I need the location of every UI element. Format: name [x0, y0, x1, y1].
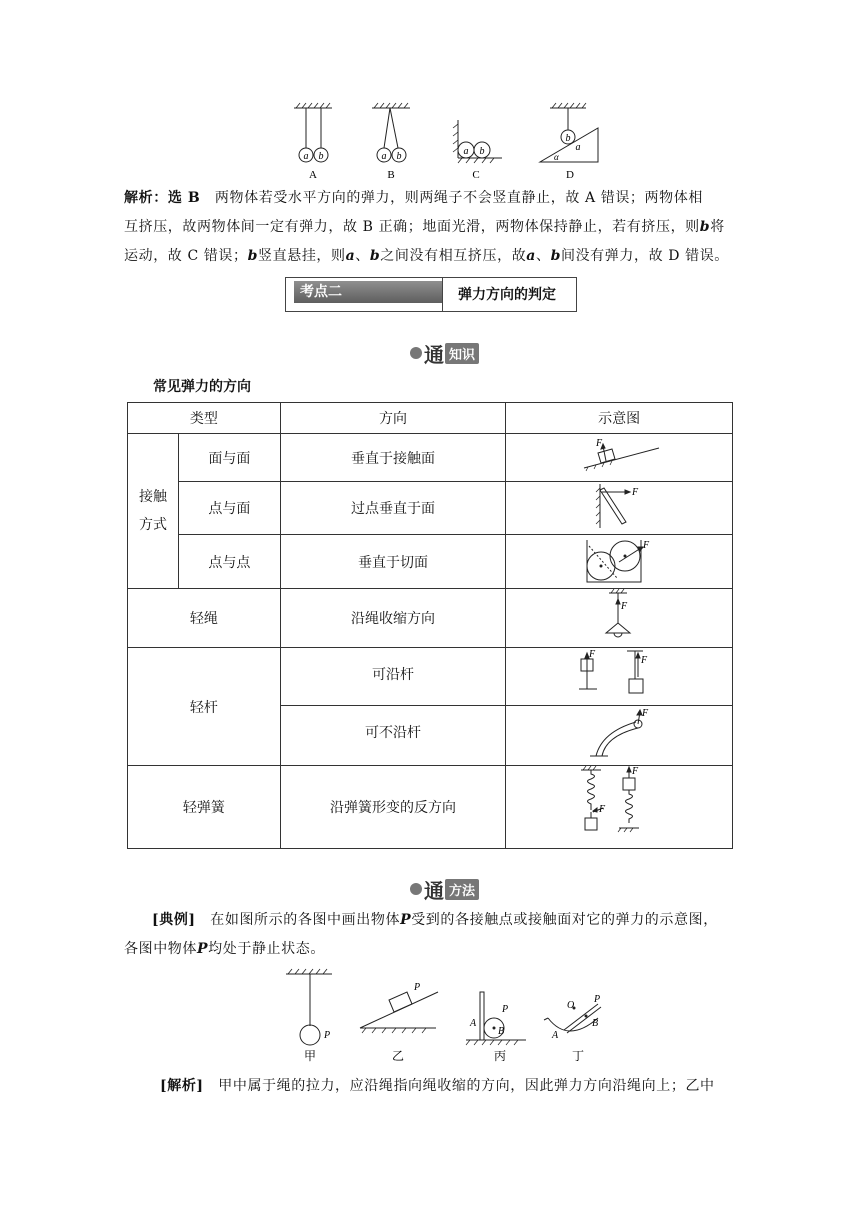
section-method [410, 878, 479, 903]
topic-title: 弹力方向的判定 [458, 287, 556, 303]
row-direction: 沿弹簧形变的反方向 [280, 766, 506, 849]
fig-label-jia: 甲 [303, 1049, 317, 1063]
var-p: P [400, 912, 412, 928]
table-row [128, 589, 733, 648]
var-b: b [369, 248, 381, 264]
force-label: F [641, 654, 648, 666]
force-label: F [621, 601, 628, 612]
row-type: 轻弹簧 [128, 766, 281, 849]
analysis2-text: 甲中属于绳的拉力，应沿绳指向绳收缩的方向，因此弹力方向沿绳向上；乙中 [203, 1078, 715, 1094]
fig-label-ding: 丁 [571, 1049, 585, 1063]
force-label: F [643, 539, 650, 551]
force-label: F [632, 487, 639, 498]
topic-tag: 考点二 [294, 281, 442, 303]
top-fig-ball-b: b [565, 133, 571, 144]
analysis-text: 将 [710, 219, 725, 235]
fig-ding-A: A [552, 1030, 559, 1041]
top-fig-ball-a: a [303, 151, 309, 162]
example-text: 均处于静止状态。 [208, 941, 325, 957]
fig-label-yi: 乙 [391, 1049, 405, 1063]
example-line-2 [124, 935, 744, 964]
section-small-text: 方法 [445, 879, 479, 900]
example-tag: [典例] [152, 912, 196, 928]
table-row [128, 482, 733, 535]
row-sub-type: 面与面 [178, 434, 280, 482]
diagram-cell [506, 706, 733, 766]
analysis-choice: 选 B [167, 190, 201, 206]
top-fig-ball-a: a [575, 142, 581, 153]
contact-group-text: 接触方式 [138, 489, 167, 533]
row-type: 轻杆 [128, 648, 281, 766]
fig-bing-B: B [498, 1026, 505, 1037]
var-p: P [197, 941, 209, 957]
var-b: b [699, 219, 711, 235]
section-big-char: 通 [424, 878, 444, 903]
top-fig-ball-b: b [479, 146, 485, 157]
example-text: 各图中物体 [124, 941, 197, 957]
fig-ding-O: O [567, 1000, 575, 1011]
diagram-cell [506, 766, 733, 849]
rod-along-diagram [579, 649, 659, 701]
diagram-cell [506, 589, 733, 648]
row-type: 轻绳 [128, 589, 281, 648]
fig-jia-P: P [324, 1030, 331, 1041]
row-sub-type: 点与面 [178, 482, 280, 535]
contact-group-label [128, 434, 179, 589]
diagram-cell [506, 434, 733, 482]
point-surface-diagram [584, 482, 654, 530]
rod-not-along-diagram [584, 708, 654, 760]
diagram-cell [506, 648, 733, 706]
force-label: F [632, 766, 639, 777]
section-knowledge [410, 342, 479, 367]
analysis-line-3 [124, 242, 744, 271]
analysis-text: 、 [355, 248, 370, 264]
row-direction: 沿绳收缩方向 [280, 589, 506, 648]
top-fig-label-b: B [387, 169, 395, 181]
var-a: a [526, 248, 536, 264]
var-b: b [247, 248, 259, 264]
fig-bing-A: A [470, 1018, 477, 1029]
fig-ding-P: P [594, 994, 601, 1005]
analysis-line-2 [124, 213, 744, 242]
fig-ding-B: B [592, 1018, 599, 1029]
analysis-paragraph [124, 184, 744, 271]
analysis-line-1 [124, 184, 744, 213]
row-direction: 可不沿杆 [280, 706, 506, 766]
spring-diagram [579, 766, 659, 844]
analysis-text: 运动，故 C 错误； [124, 248, 248, 264]
diagram-cell [506, 535, 733, 589]
top-fig-ball-b: b [318, 151, 324, 162]
row-direction: 过点垂直于面 [280, 482, 506, 535]
rope-lamp-diagram [594, 589, 644, 643]
force-label: F [642, 707, 649, 719]
fig-bing-P: P [502, 1004, 509, 1015]
top-fig-ball-a: a [381, 151, 387, 162]
analysis-text: 两物体若受水平方向的弹力，则两绳子不会竖直静止，故 A 错误；两物体相 [200, 190, 703, 206]
analysis-label: 解析： [124, 190, 168, 206]
top-figure [280, 100, 610, 182]
bubble-icon [410, 347, 422, 359]
header-direction: 方向 [280, 403, 506, 434]
section-small-text: 知识 [445, 343, 479, 364]
fig-label-bing: 丙 [493, 1049, 507, 1063]
force-label: F [589, 648, 596, 660]
table-header-row [128, 403, 733, 434]
analysis2-paragraph [124, 1072, 744, 1101]
top-fig-angle: α [554, 152, 559, 162]
top-fig-ball-a: a [463, 146, 469, 157]
top-fig-ball-b: b [396, 151, 402, 162]
header-diagram: 示意图 [506, 403, 733, 434]
section-big-char: 通 [424, 342, 444, 367]
var-b: b [550, 248, 561, 264]
analysis-text: 之间没有相互挤压，故 [380, 248, 527, 264]
example-paragraph [124, 906, 744, 964]
analysis2-tag: [解析] [160, 1078, 204, 1094]
table-title: 常见弹力的方向 [153, 379, 251, 395]
table-row [128, 766, 733, 849]
row-direction: 垂直于切面 [280, 535, 506, 589]
var-a: a [345, 248, 356, 264]
force-label: F [596, 437, 603, 449]
table-row [128, 535, 733, 589]
topic-divider [442, 278, 443, 311]
table-row [128, 434, 733, 482]
bubble-icon [410, 883, 422, 895]
diagram-cell [506, 482, 733, 535]
topic-header [285, 277, 577, 312]
analysis-text: 间没有弹力，故 D 错误。 [560, 248, 729, 264]
top-fig-label-d: D [566, 169, 574, 181]
table-row [128, 648, 733, 706]
bottom-figure [280, 968, 620, 1064]
surface-surface-diagram [574, 436, 664, 476]
fig-yi-P: P [414, 982, 421, 993]
analysis-text: 互挤压，故两物体间一定有弹力，故 B 正确；地面光滑，两物体保持静止，若有挤压，则 [124, 219, 700, 235]
analysis-text: 竖直悬挂，则 [258, 248, 346, 264]
example-text: 受到的各接触点或接触面对它的弹力的示意图， [411, 912, 718, 928]
top-fig-label-a: A [309, 169, 317, 181]
analysis2-line [124, 1072, 744, 1101]
example-text: 在如图所示的各图中画出物体 [195, 912, 401, 928]
top-fig-label-c: C [472, 169, 480, 181]
point-point-diagram [583, 536, 655, 584]
row-direction: 垂直于接触面 [280, 434, 506, 482]
analysis-text: 、 [535, 248, 551, 264]
header-type: 类型 [128, 403, 281, 434]
row-direction: 可沿杆 [280, 648, 506, 706]
row-sub-type: 点与点 [178, 535, 280, 589]
force-label: F [599, 804, 606, 815]
example-line-1 [124, 906, 744, 935]
force-direction-table [127, 402, 733, 849]
